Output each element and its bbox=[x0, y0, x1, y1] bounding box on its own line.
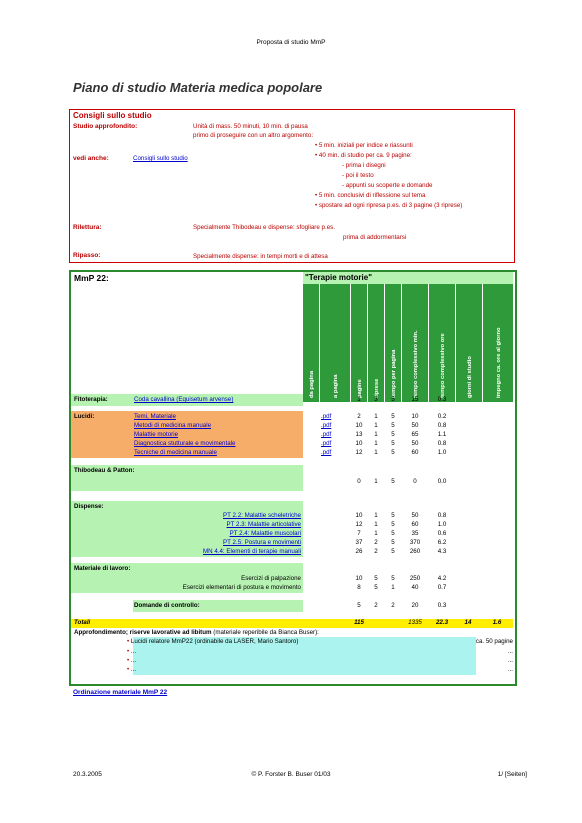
cell: 1 bbox=[374, 422, 378, 429]
cell: 1 bbox=[374, 431, 378, 438]
lucidi-link[interactable]: Malattie motorie bbox=[134, 431, 179, 438]
cell: 1 bbox=[391, 584, 395, 591]
cell: 10 bbox=[355, 440, 363, 447]
dispense-link[interactable]: PT 2.3: Malattie articolative bbox=[226, 521, 301, 528]
cell: 5 bbox=[391, 521, 395, 528]
cell: 0.0 bbox=[437, 478, 447, 485]
deep-study-label: Studio approfondito: bbox=[73, 123, 138, 130]
cell: 370 bbox=[409, 539, 421, 546]
advice-box bbox=[69, 109, 515, 263]
cell: 5 bbox=[391, 548, 395, 555]
mmp-label: MmP 22: bbox=[74, 273, 109, 283]
deepen-item: • Lucidi relatore MmP22 (ordinabile da LASER, Mario Santoro) bbox=[127, 638, 299, 645]
deepen-item: • ... bbox=[127, 648, 137, 655]
advice-bullet: • 40 min. di studio per ca. 9 pagine: bbox=[315, 152, 412, 159]
col-impegno: impegno ca. ore al giorno bbox=[483, 284, 513, 402]
cell: 20 bbox=[411, 602, 419, 609]
cell: 5 bbox=[391, 413, 395, 420]
cell: 0.8 bbox=[437, 440, 447, 447]
cell: 5 bbox=[391, 530, 395, 537]
study-plan-table bbox=[69, 270, 517, 686]
cell: 250 bbox=[409, 575, 421, 582]
materiale-item: Esercizi di palpazione bbox=[241, 575, 301, 582]
cell: 1 bbox=[374, 521, 378, 528]
page-title: Piano di studio Materia medica popolare bbox=[73, 80, 323, 95]
deepen-pages: ca. 50 pagine bbox=[475, 638, 513, 645]
thibodeau-label: Thibodeau & Patton: bbox=[74, 467, 135, 474]
cell: 5 bbox=[391, 575, 395, 582]
domande-label: Domande di controllo: bbox=[134, 602, 200, 609]
total-min: 1335 bbox=[408, 619, 422, 626]
advice-heading: Consigli sullo studio bbox=[73, 111, 152, 120]
cell: 26 bbox=[355, 548, 363, 555]
footer-copyright: © P. Forster B. Buser 01/03 bbox=[251, 771, 331, 778]
cell: 5 bbox=[391, 431, 395, 438]
cell: 10 bbox=[355, 512, 363, 519]
cell: 40 bbox=[411, 584, 419, 591]
fitoterapia-link[interactable]: Coda cavallina (Equisetum arvense) bbox=[134, 396, 234, 403]
cell: 50 bbox=[411, 422, 419, 429]
cell: 1 bbox=[374, 440, 378, 447]
cell: 0.7 bbox=[437, 584, 447, 591]
total-pages: 115 bbox=[354, 619, 364, 626]
cell: 6.2 bbox=[437, 539, 447, 546]
cell: 65 bbox=[411, 431, 419, 438]
cell: 0.8 bbox=[437, 512, 447, 519]
pdf-link[interactable]: .pdf bbox=[321, 431, 332, 438]
advice-subbullet: - prima i disegni bbox=[342, 162, 386, 169]
deepen-item: • ... bbox=[127, 666, 137, 673]
cell: 1 bbox=[374, 478, 378, 485]
lucidi-link[interactable]: Diagnostica stutturale e movimentale bbox=[134, 440, 236, 447]
lucidi-link[interactable]: Tecniche di medicina manuale bbox=[134, 449, 217, 456]
cell: 1 bbox=[374, 512, 378, 519]
cell: 1 bbox=[357, 396, 361, 403]
cell: 0 bbox=[357, 478, 361, 485]
cell: 5 bbox=[391, 449, 395, 456]
deepen-dots: ... bbox=[507, 666, 513, 673]
cell: 50 bbox=[411, 512, 419, 519]
cell: 12 bbox=[355, 521, 363, 528]
col-riprese: riprese bbox=[368, 284, 384, 402]
col-tempo-ore: tempo complessivo ore bbox=[429, 284, 455, 402]
page-header: Proposta di studio MmP bbox=[256, 39, 326, 46]
cell: 1.0 bbox=[437, 521, 447, 528]
cell: 5 bbox=[391, 512, 395, 519]
cell: 4.2 bbox=[437, 575, 447, 582]
pdf-link[interactable]: .pdf bbox=[321, 413, 332, 420]
cell: 1.1 bbox=[437, 431, 447, 438]
footer-page: 1/ [Seiten] bbox=[497, 771, 527, 778]
cell: 60 bbox=[411, 449, 419, 456]
total-hours: 22.3 bbox=[435, 619, 449, 626]
see-also-label: vedi anche: bbox=[73, 155, 109, 162]
cell: 8 bbox=[357, 584, 361, 591]
lucidi-label: Lucidi: bbox=[74, 413, 95, 420]
col-giorni: giorni di studio bbox=[456, 284, 482, 402]
cell: 2 bbox=[374, 548, 378, 555]
order-material-link[interactable]: Ordinazione materiale MmP 22 bbox=[73, 689, 168, 696]
col-da-pagina: da pagina bbox=[303, 284, 319, 402]
cell: 2 bbox=[357, 413, 361, 420]
cell: 0 bbox=[413, 478, 417, 485]
col-a-pagina: a pagina bbox=[320, 284, 350, 402]
cell: 5 bbox=[374, 584, 378, 591]
cell: 0.3 bbox=[437, 602, 447, 609]
cell: 2 bbox=[374, 602, 378, 609]
lucidi-link[interactable]: Metodi di medicina manuale bbox=[134, 422, 212, 429]
cell: 7 bbox=[357, 530, 361, 537]
cell: 15 bbox=[411, 396, 419, 403]
dispense-link[interactable]: MN 4.4: Elementi di terapie manuali bbox=[202, 548, 301, 555]
col-tempo-min: tempo complessivo min. bbox=[402, 284, 428, 402]
advice-bullet: • spostare ad ogni ripresa p.es. di 3 pagine (3 riprese) bbox=[315, 202, 463, 209]
cell: 1 bbox=[374, 413, 378, 420]
materiale-label: Materiale di lavoro: bbox=[74, 565, 131, 572]
deep-study-line-2: primo di proseguire con un altro argomento: bbox=[193, 132, 314, 139]
cell: 1 bbox=[374, 530, 378, 537]
materiale-item: Esercizi elementari di postura e movimento bbox=[182, 584, 301, 591]
cell: 0.8 bbox=[437, 422, 447, 429]
advice-bullet: • 5 min. conclusivi di riflessione sul tema bbox=[315, 192, 426, 199]
cell: 12 bbox=[355, 449, 363, 456]
cell: 5 bbox=[391, 396, 395, 403]
cell: 1.0 bbox=[437, 449, 447, 456]
topic-title: "Terapie motorie" bbox=[305, 273, 373, 282]
review-label: Ripasso: bbox=[73, 252, 101, 259]
pdf-link[interactable]: .pdf bbox=[321, 440, 332, 447]
cell: 0.2 bbox=[437, 413, 447, 420]
cell: 260 bbox=[409, 548, 421, 555]
cell: 37 bbox=[355, 539, 363, 546]
deep-study-line-1: Unità di mass. 50 minuti, 10 min. di pausa bbox=[193, 123, 308, 130]
fitoterapia-label: Fitoterapia: bbox=[74, 396, 108, 403]
deepen-item: • ... bbox=[127, 657, 137, 664]
deepen-dots: ... bbox=[507, 657, 513, 664]
deepen-heading: Approfondimento; riserve lavorative ad libitum (materiale reperibile da Bianca Buser): bbox=[74, 629, 319, 636]
cell: 5 bbox=[357, 602, 361, 609]
reread-line-2: prima di addormentarsi bbox=[343, 234, 407, 241]
cell: 5 bbox=[391, 422, 395, 429]
dispense-label: Dispense: bbox=[74, 503, 104, 510]
cell: 10 bbox=[355, 575, 363, 582]
cell: 5 bbox=[391, 539, 395, 546]
cell: 13 bbox=[355, 431, 363, 438]
cell: 35 bbox=[411, 530, 419, 537]
cell: 2 bbox=[391, 602, 395, 609]
review-text: Specialmente dispense: in tempi morti e di attesa bbox=[193, 253, 328, 260]
advice-subbullet: - appunti su scoperte e domande bbox=[342, 182, 433, 189]
total-effort: 1.6 bbox=[492, 619, 502, 626]
col-pagine: pagine bbox=[351, 284, 367, 402]
cell: 50 bbox=[411, 440, 419, 447]
advice-subbullet: - poi il testo bbox=[342, 172, 374, 179]
dispense-link[interactable]: PT 2.2: Malattie scheletriche bbox=[223, 512, 301, 519]
deepen-dots: ... bbox=[507, 648, 513, 655]
cell: 3 bbox=[374, 396, 378, 403]
col-tempo-per-pagina: tempo per pagina bbox=[385, 284, 401, 402]
footer-date: 20.3.2005 bbox=[73, 771, 102, 778]
reread-label: Rilettura: bbox=[73, 224, 102, 231]
cell: 0.3 bbox=[437, 396, 447, 403]
dispense-link[interactable]: PT 2.5: Postura e movimenti bbox=[223, 539, 301, 546]
cell: 5 bbox=[391, 478, 395, 485]
pdf-link[interactable]: .pdf bbox=[321, 449, 332, 456]
study-tips-link[interactable]: Consigli sullo studio bbox=[133, 155, 188, 162]
lucidi-link[interactable]: Temi, Materiale bbox=[134, 413, 176, 420]
advice-bullet: • 5 min. iniziali per indice e riassunti bbox=[315, 142, 413, 149]
cell: 0.6 bbox=[437, 530, 447, 537]
pdf-link[interactable]: .pdf bbox=[321, 422, 332, 429]
cell: 60 bbox=[411, 521, 419, 528]
cell: 10 bbox=[411, 413, 419, 420]
totals-label: Totali bbox=[74, 619, 91, 626]
reread-line-1: Specialmente Thibodeau e dispense: sfogliare p.es. bbox=[193, 224, 335, 231]
cell: 5 bbox=[391, 440, 395, 447]
cell: 5 bbox=[374, 575, 378, 582]
cell: 4.3 bbox=[437, 548, 447, 555]
total-days: 14 bbox=[464, 619, 472, 626]
cell: 1 bbox=[374, 449, 378, 456]
topic-bar bbox=[303, 272, 513, 284]
cell: 2 bbox=[374, 539, 378, 546]
dispense-link[interactable]: PT 2.4: Malattie muscolari bbox=[229, 530, 301, 537]
cell: 10 bbox=[355, 422, 363, 429]
